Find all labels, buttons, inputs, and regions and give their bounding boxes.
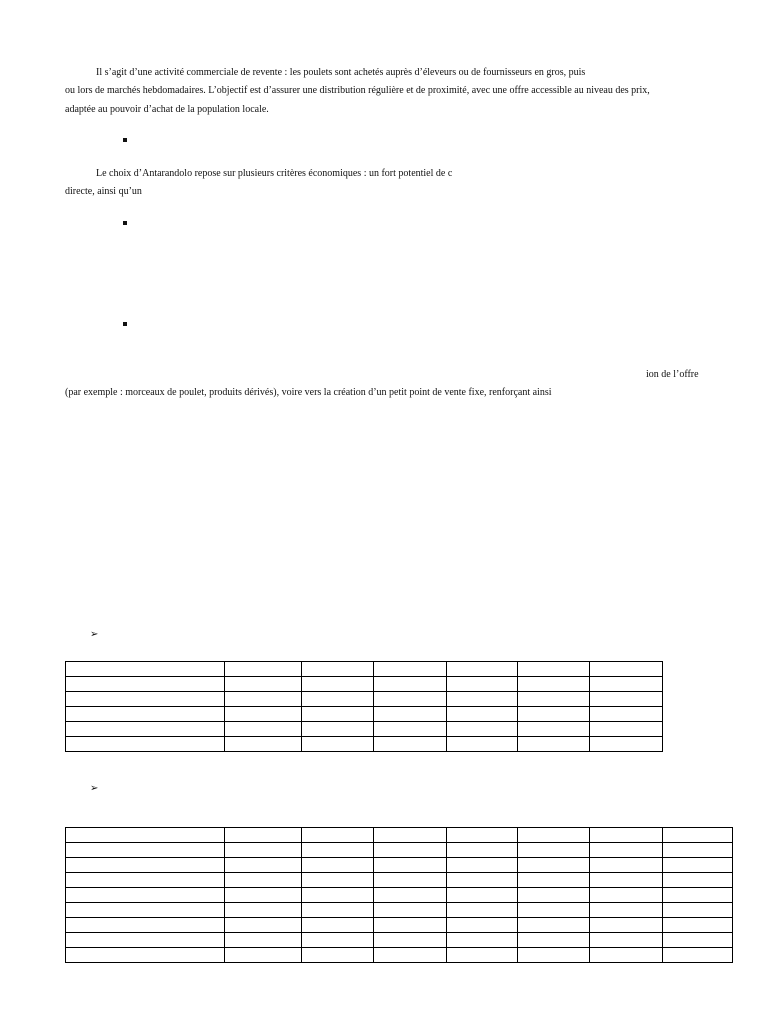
table-cell (447, 843, 518, 858)
table-cell (302, 737, 374, 752)
table-cell (66, 722, 225, 737)
table-cell (374, 873, 447, 888)
table-cell (518, 707, 590, 722)
table-row (66, 873, 733, 888)
table-cell (225, 933, 302, 948)
bullet-marker-1 (123, 138, 127, 142)
table-cell (663, 918, 733, 933)
table-cell (302, 858, 374, 873)
table-cell (374, 933, 447, 948)
table-cell (225, 722, 302, 737)
table-cell (302, 903, 374, 918)
table-row (66, 903, 733, 918)
table-row (66, 692, 663, 707)
table-cell (374, 903, 447, 918)
table-cell (66, 858, 225, 873)
table-cell (374, 948, 447, 963)
table-cell (590, 903, 663, 918)
table-cell (518, 933, 590, 948)
table-2 (65, 827, 733, 963)
table-cell (590, 662, 663, 677)
table-cell (374, 692, 447, 707)
table-cell (447, 737, 518, 752)
table-cell (590, 828, 663, 843)
table-cell (518, 692, 590, 707)
table-cell (590, 677, 663, 692)
table-cell (225, 948, 302, 963)
table-1 (65, 661, 663, 752)
table-cell (374, 722, 447, 737)
table-cell (663, 948, 733, 963)
table-row (66, 828, 733, 843)
table-cell (225, 873, 302, 888)
table-cell (302, 828, 374, 843)
table-cell (663, 828, 733, 843)
table-cell (225, 737, 302, 752)
table-cell (302, 843, 374, 858)
table-cell (518, 888, 590, 903)
table-cell (66, 873, 225, 888)
table-cell (302, 888, 374, 903)
table-cell (447, 933, 518, 948)
table-row (66, 918, 733, 933)
table-cell (590, 948, 663, 963)
table-cell (518, 662, 590, 677)
table-cell (447, 873, 518, 888)
table-cell (66, 828, 225, 843)
table-cell (518, 843, 590, 858)
table-cell (66, 933, 225, 948)
table-cell (518, 737, 590, 752)
table-cell (302, 722, 374, 737)
arrow-bullet-2: ➢ (90, 783, 99, 794)
table-cell (447, 692, 518, 707)
arrow-bullet-1: ➢ (90, 629, 99, 640)
table-cell (518, 677, 590, 692)
table-row (66, 737, 663, 752)
table-cell (374, 707, 447, 722)
table-cell (66, 888, 225, 903)
table-row (66, 948, 733, 963)
table-cell (374, 858, 447, 873)
table-row (66, 933, 733, 948)
paragraph-1-line-2: ou lors de marchés hebdomadaires. L’objectif est d’assurer une distribution régulière et de proximité, avec une offre accessible au niveau des prix, (65, 85, 650, 96)
table-cell (590, 873, 663, 888)
table-cell (66, 662, 225, 677)
table-cell (374, 662, 447, 677)
table-cell (663, 888, 733, 903)
table-cell (66, 707, 225, 722)
paragraph-3-line-2: (par exemple : morceaux de poulet, produits dérivés), voire vers la création d’un petit point de vente fixe, renforçant ainsi (65, 387, 552, 398)
table-row (66, 888, 733, 903)
table-cell (447, 948, 518, 963)
table-cell (66, 737, 225, 752)
table-cell (590, 843, 663, 858)
table-cell (225, 707, 302, 722)
table-cell (447, 858, 518, 873)
table-cell (225, 662, 302, 677)
table-cell (302, 707, 374, 722)
table-cell (66, 677, 225, 692)
table-cell (518, 722, 590, 737)
table-cell (590, 737, 663, 752)
table-row (66, 843, 733, 858)
table-row (66, 662, 663, 677)
table-cell (374, 677, 447, 692)
table-cell (447, 888, 518, 903)
table-cell (225, 888, 302, 903)
table-cell (590, 692, 663, 707)
table-cell (66, 843, 225, 858)
table-cell (302, 918, 374, 933)
table-cell (518, 948, 590, 963)
table-cell (447, 903, 518, 918)
table-row (66, 722, 663, 737)
table-cell (447, 828, 518, 843)
table-cell (374, 828, 447, 843)
bullet-marker-3 (123, 322, 127, 326)
table-cell (374, 888, 447, 903)
table-cell (590, 918, 663, 933)
table-cell (518, 903, 590, 918)
paragraph-1-line-3: adaptée au pouvoir d’achat de la population locale. (65, 104, 269, 115)
table-cell (225, 918, 302, 933)
paragraph-1-line-1: Il s’agit d’une activité commerciale de revente : les poulets sont achetés auprès d’éleveurs ou de fournisseurs en gros, puis (96, 67, 586, 78)
table-cell (66, 918, 225, 933)
table-cell (302, 662, 374, 677)
table-row (66, 677, 663, 692)
table-cell (225, 677, 302, 692)
table-cell (374, 737, 447, 752)
table-cell (225, 858, 302, 873)
table-cell (447, 662, 518, 677)
table-cell (66, 948, 225, 963)
bullet-marker-2 (123, 221, 127, 225)
table-cell (374, 918, 447, 933)
table-cell (663, 873, 733, 888)
table-row (66, 858, 733, 873)
table-cell (518, 873, 590, 888)
table-cell (590, 933, 663, 948)
table-cell (590, 858, 663, 873)
table-cell (374, 843, 447, 858)
table-cell (302, 677, 374, 692)
table-cell (663, 858, 733, 873)
table-cell (302, 692, 374, 707)
table-row (66, 707, 663, 722)
table-cell (225, 843, 302, 858)
paragraph-3-line-1: ion de l’offre (646, 369, 699, 380)
table-cell (66, 903, 225, 918)
table-cell (447, 677, 518, 692)
paragraph-2-line-1: Le choix d’Antarandolo repose sur plusieurs critères économiques : un fort potentiel de c (96, 168, 453, 179)
table-cell (590, 707, 663, 722)
table-cell (590, 722, 663, 737)
table-cell (66, 692, 225, 707)
table-cell (302, 933, 374, 948)
table-cell (590, 888, 663, 903)
paragraph-2-line-2: directe, ainsi qu’un (65, 186, 142, 197)
table-cell (225, 692, 302, 707)
table-cell (302, 948, 374, 963)
table-cell (447, 918, 518, 933)
table-cell (518, 918, 590, 933)
table-cell (663, 843, 733, 858)
table-cell (518, 858, 590, 873)
table-cell (518, 828, 590, 843)
table-cell (447, 707, 518, 722)
table-cell (225, 828, 302, 843)
table-cell (225, 903, 302, 918)
table-cell (663, 903, 733, 918)
table-cell (447, 722, 518, 737)
table-cell (302, 873, 374, 888)
table-cell (663, 933, 733, 948)
